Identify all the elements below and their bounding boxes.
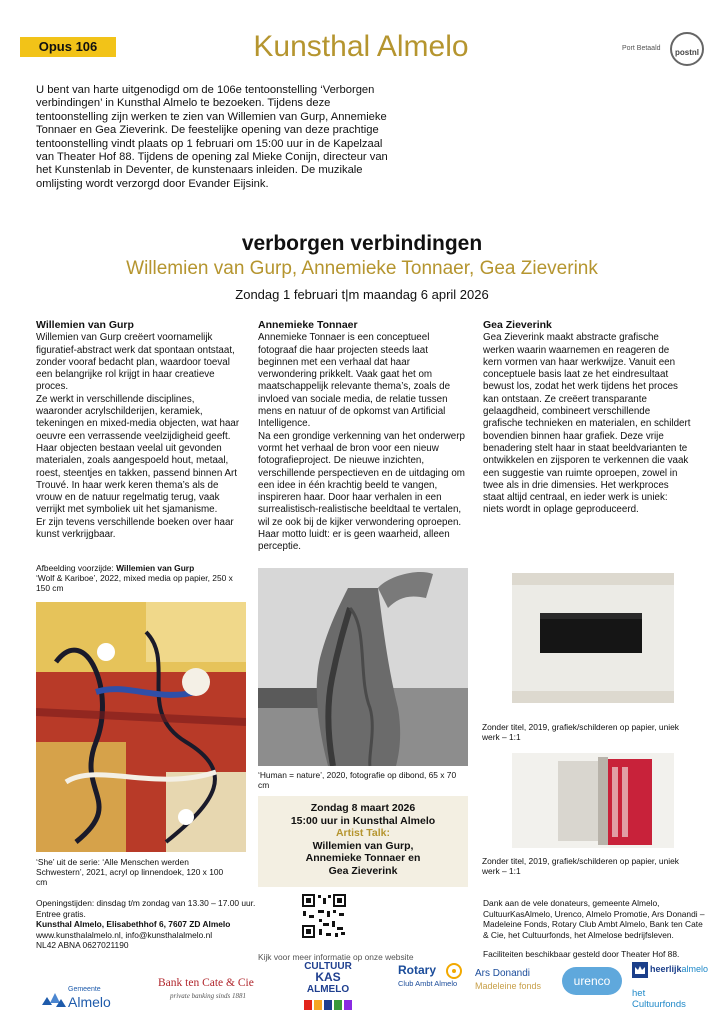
fonds-name: Cultuurfonds bbox=[632, 999, 686, 1010]
talk-label: Artist Talk: bbox=[335, 827, 391, 840]
artist-column-tonnaer bbox=[258, 319, 468, 554]
bio-paragraph: Annemieke Tonnaer is een conceptueel fotograaf die haar projecten steeds laat beginnen met een verhaal dat haar verwondering prikkelt. Vaak gaat het om maatschappelijk relevante thema’s, zoals de invloed van sociale media, de relatie tussen mens en natuur of de opkomst van Artificial Intelligence. bbox=[258, 332, 451, 430]
artist-name: Gea Zieverink bbox=[483, 319, 552, 331]
bank-ten-cate-logo bbox=[158, 975, 278, 1003]
she-caption: ‘She’ uit de serie: ‘Alle Menschen werden Schwestern’, 2021, acryl op linnendoek, 120 x 100 cm bbox=[36, 857, 224, 887]
caption-artist: Willemien van Gurp bbox=[116, 563, 195, 573]
rotary-club: Club Ambt Almelo bbox=[398, 979, 458, 988]
bank-tagline: private banking sinds 1881 bbox=[170, 992, 247, 1000]
heerlijk-word: heerlijk bbox=[650, 964, 682, 974]
artist-talk-box bbox=[258, 796, 468, 887]
almelo-word: almelo bbox=[681, 964, 709, 974]
kas-text: KAS bbox=[315, 970, 341, 984]
qr-caption: Kijk voor meer informatie op onze website bbox=[258, 952, 414, 962]
almelo-text: ALMELO bbox=[306, 984, 350, 995]
donors-text: Dank aan de vele donateurs, gemeente Almelo, CultuurKasAlmelo, Urenco, Almelo Promotie, Ars Donandi – Madeleine Fonds, Rotary Club Ambt Almelo, Bank ten Cate & Cie, het Cultuurfonds, het Almelose bedrijfsleven. bbox=[483, 898, 705, 940]
visitor-info bbox=[36, 898, 306, 951]
heerlijk-text bbox=[650, 964, 708, 974]
exhibition-title: verborgen verbindingen bbox=[241, 232, 483, 255]
heerlijk-crown-icon bbox=[632, 962, 648, 978]
cultuurkas-icons-icon bbox=[304, 998, 352, 1012]
painting-she-image bbox=[36, 602, 246, 852]
opening-hours: Openingstijden: dinsdag t/m zondag van 13.30 – 17.00 uur. bbox=[36, 898, 256, 908]
talk-date: Zondag 8 maart 2026 bbox=[310, 802, 416, 814]
artist-name: Annemieke Tonnaer bbox=[258, 319, 358, 331]
untitled-1-caption: Zonder titel, 2019, grafiek/schilderen op papier, uniek werk – 1:1 bbox=[482, 722, 679, 742]
talk-names: Gea Zieverink bbox=[328, 864, 398, 877]
ars-sub: Madeleine fonds bbox=[475, 981, 542, 991]
gemeente-almelo-logo bbox=[40, 985, 150, 1013]
exhibition-artists: Willemien van Gurp, Annemieke Tonnaer, Gea Zieverink bbox=[126, 258, 598, 279]
talk-names: Willemien van Gurp, bbox=[312, 839, 414, 852]
intro-paragraph: U bent van harte uitgenodigd om de 106e tentoonstelling ‘Verborgen verbindingen’ in Kunsthal Almelo te bezoeken. Tijdens deze tentoonstelling zijn werken te zien van Willemien van Gurp, Annemieke Tonnaer en Gea Zieverink. De feestelijke opening van deze prachtige tentoonstelling vindt plaats op 1 februari om 15:00 uur in de Kapelzaal van Theater Hof 88. Tijdens de opening zal Mieke Conijn, directeur van het Kunstenlab in Deventer, de kunstenaars inleiden. De muzikale omlijsting wordt verzorgd door Evander Eijsink. bbox=[36, 84, 388, 190]
bio-paragraph: Na een grondige verkenning van het onderwerp vormt het verhaal de bron voor een nieuw fotografieproject. De nieuwe inzichten, verschillende perspectieven en de uitdaging om een idee in één krachtig beeld te vangen, inspireren haar. Door haar verhalen in een surrealistisch-realistische beeldtaal te vertalen, wil ze ook bij de kijker verwondering oproepen. Haar motto luidt: er is geen waarheid, alleen perceptie. bbox=[258, 430, 465, 553]
bio-paragraph: Er zijn tevens verschillende boeken over haar kunst verkrijgbaar. bbox=[36, 516, 234, 541]
talk-time-place: 15:00 uur in Kunsthal Almelo bbox=[290, 814, 436, 827]
postage-label: Port Betaald bbox=[622, 45, 661, 52]
print-untitled-1-image bbox=[512, 573, 674, 703]
website-email[interactable]: www.kunsthalalmelo.nl, info@kunsthalalmelo.nl bbox=[36, 929, 213, 940]
bio-paragraph: Ze werkt in verschillende disciplines, waaronder acrylschilderijen, keramiek, tekeningen en mixed-media objecten, wat haar oeuvre een verrassende veelzijdigheid geeft. bbox=[36, 393, 240, 442]
exhibition-dates: Zondag 1 februari t|m maandag 6 april 2026 bbox=[235, 287, 489, 302]
issue-tab: Opus 106 bbox=[20, 37, 116, 57]
cultuurkas-almelo-logo bbox=[300, 961, 356, 1015]
urenco-logo: urenco bbox=[562, 967, 622, 995]
print-untitled-2-image bbox=[512, 753, 674, 848]
ars-name: Ars Donandi bbox=[475, 968, 531, 979]
postnl-logo: postnl bbox=[670, 32, 704, 66]
rotary-logo bbox=[398, 963, 470, 993]
facilities-text: Faciliteiten beschikbaar gesteld door Theater Hof 88. bbox=[483, 949, 680, 959]
gemeente-name: Almelo bbox=[68, 994, 111, 1010]
bank-name: Bank ten Cate & Cie bbox=[158, 977, 254, 989]
caption-work: ‘Wolf & Kariboe’, 2022, mixed media op papier, 250 x 150 cm bbox=[36, 573, 233, 593]
page-title: Kunsthal Almelo bbox=[253, 30, 469, 63]
address: Kunsthal Almelo, Elisabethhof 6, 7607 ZD Almelo bbox=[36, 919, 231, 930]
entry-fee: Entree gratis. bbox=[36, 908, 86, 919]
gemeente-label: Gemeente bbox=[68, 986, 101, 993]
bio-paragraph: Gea Zieverink maakt abstracte grafische werken waarin waarnemen en reageren de kern vormen van haar werkwijze. Vanuit een conceptuele basis laat ze het eindresultaat bewust los, zodat het werk tijdens het proces kan ontstaan. Ze creëert transparante gelaagdheid, combineert verschillende grafische technieken en materialen, en schildert bovendien binnen haar grafiek. Deze vrije benadering stelt haar in staat beeldvarianten te ontwikkelen en zijsporen te verkennen die vaak een suggestie van ruimte oproepen, zowel in twee als in drie dimensies. Het werkproces staat altijd centraal, en ieder werk is uniek: niets wordt in oplage geproduceerd. bbox=[483, 332, 691, 516]
front-image-caption bbox=[36, 563, 246, 593]
gemeente-emblem-icon bbox=[40, 985, 66, 1011]
cultuurfonds-logo bbox=[632, 988, 712, 1016]
caption-prefix: Afbeelding voorzijde: bbox=[36, 563, 117, 573]
artist-column-van-gurp bbox=[36, 319, 241, 541]
cultuur-text: CULTUUR bbox=[304, 961, 352, 972]
rotary-name: Rotary bbox=[398, 963, 437, 977]
bio-paragraph: Haar objecten bestaan veelal uit gevonden materialen, zoals aangespoeld hout, metaal, roest, steentjes en takken, passend binnen Art Trouvé. In haar werk keren thema’s als de vrouw en de natuur regelmatig terug, vaak verrijkt met symboliek uit het sjamanisme. bbox=[36, 442, 237, 516]
bio-paragraph: Willemien van Gurp creëert voornamelijk figuratief-abstract werk dat spontaan ontstaat, zonder vooraf bedacht plan, waardoor toeval een belangrijke rol krijgt in haar creatieve proces. bbox=[36, 332, 235, 393]
human-caption: ‘Human = nature’, 2020, fotografie op dibond, 65 x 70 cm bbox=[258, 770, 457, 790]
artist-column-zieverink bbox=[483, 319, 691, 517]
talk-names: Annemieke Tonnaer en bbox=[305, 852, 421, 865]
fonds-het: het bbox=[632, 988, 646, 999]
photo-human-nature-image bbox=[258, 568, 468, 766]
qr-code[interactable] bbox=[301, 893, 347, 939]
untitled-2-caption: Zonder titel, 2019, grafiek/schilderen op papier, uniek werk – 1:1 bbox=[482, 856, 679, 876]
heerlijk-almelo-logo bbox=[632, 961, 712, 981]
rotary-wheel-icon bbox=[446, 963, 462, 979]
ars-donandi-logo bbox=[475, 968, 565, 996]
artist-name: Willemien van Gurp bbox=[36, 319, 134, 331]
bank-account: NL42 ABNA 0627021190 bbox=[36, 940, 129, 951]
